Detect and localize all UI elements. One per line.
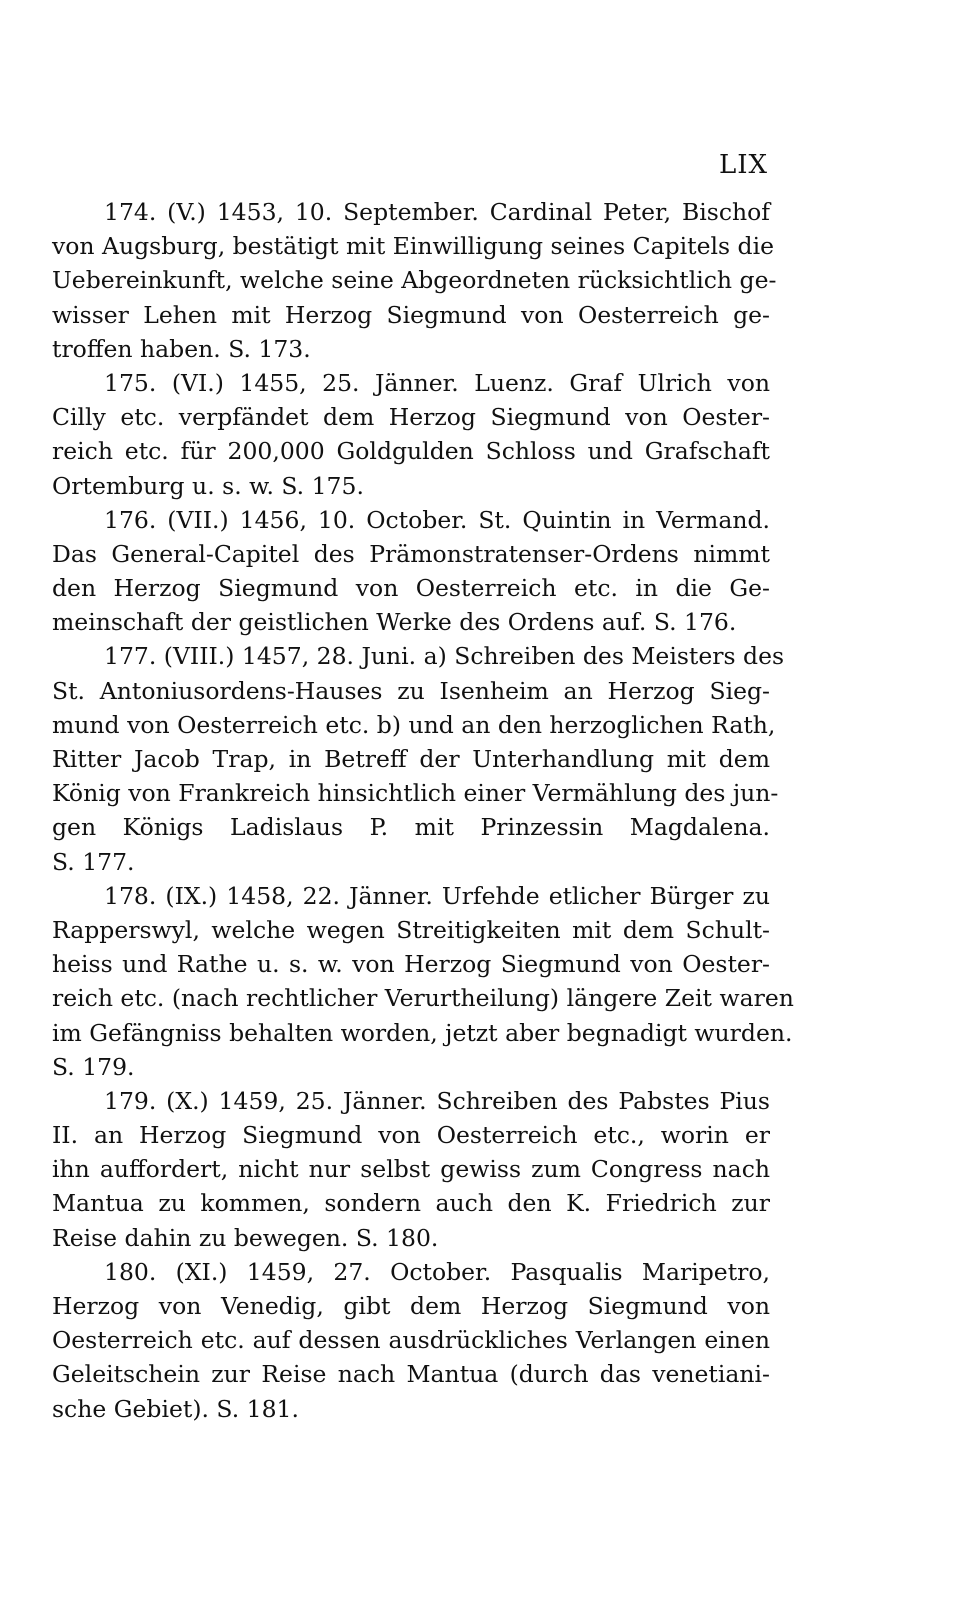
regest-heading-line: 180. (XI.) 1459, 27. October. Pasqualis Maripetro, [104,1257,770,1286]
regest-text-line: den Herzog Siegmund von Oesterreich etc. in die Ge- [52,574,770,603]
page-number: LIX [718,150,768,180]
regest-text-line: Ortemburg u. s. w. S. 175. [52,471,364,500]
regest-text-line: Das General-Capitel des Prämonstratenser-Ordens nimmt [52,539,770,568]
regest-text-line: ihn auffordert, nicht nur selbst gewiss zum Congress nach [52,1155,770,1184]
regest-text-line: Reise dahin zu bewegen. S. 180. [52,1223,439,1252]
regest-entry [52,503,770,640]
regest-text-line: gen Königs Ladislaus P. mit Prinzessin Magdalena. [52,813,770,842]
regest-text-line: wisser Lehen mit Herzog Siegmund von Oesterreich ge- [52,300,770,329]
regest-text-line: Uebereinkunft, welche seine Abgeordneten rücksichtlich ge- [52,266,777,295]
regest-heading-line: 179. (X.) 1459, 25. Jänner. Schreiben des Pabstes Pius [104,1086,770,1115]
regest-entry [52,1084,770,1255]
regest-entry [52,879,794,1084]
regest-text-line: von Augsburg, bestätigt mit Einwilligung seines Capitels die [52,232,775,261]
regest-text-line: Rapperswyl, welche wegen Streitigkeiten mit dem Schult- [52,915,770,944]
regest-text-line: Cilly etc. verpfändet dem Herzog Siegmund von Oester- [52,403,770,432]
regest-text-line: II. an Herzog Siegmund von Oesterreich etc., worin er [52,1121,770,1150]
regest-list [52,195,794,1426]
regest-text-line: König von Frankreich hinsichtlich einer Vermählung des jun- [52,779,779,808]
regest-text-line: Mantua zu kommen, sondern auch den K. Friedrich zur [52,1189,770,1218]
regest-text-line: Geleitschein zur Reise nach Mantua (durch das venetiani- [52,1360,770,1389]
regest-entry [52,195,777,366]
regest-text-line: Herzog von Venedig, gibt dem Herzog Siegmund von [52,1292,770,1320]
regest-entry [52,1255,770,1426]
regest-heading-line: 175. (VI.) 1455, 25. Jänner. Luenz. Graf Ulrich von [104,368,770,397]
regest-entry [52,639,785,878]
regest-text-line: Oesterreich etc. auf dessen ausdrückliches Verlangen einen [52,1326,770,1355]
regest-heading-line: 174. (V.) 1453, 10. September. Cardinal Peter, Bischof [104,198,770,226]
regest-text-line: meinschaft der geistlichen Werke des Ordens auf. S. 176. [52,608,737,637]
regest-text-line: S. 179. [52,1052,135,1081]
regest-text-line: sche Gebiet). S. 181. [52,1394,299,1423]
regest-heading-line: 177. (VIII.) 1457, 28. Juni. a) Schreiben des Meisters des [104,642,785,671]
regest-text-line: troffen haben. S. 173. [52,334,311,363]
regest-text-line: St. Antoniusordens-Hauses zu Isenheim an Herzog Sieg- [52,676,770,705]
regest-heading-line: 176. (VII.) 1456, 10. October. St. Quintin in Vermand. [104,505,770,534]
regest-text-line: mund von Oesterreich etc. b) und an den herzoglichen Rath, [52,710,776,739]
regest-text-line: im Gefängniss behalten worden, jetzt aber begnadigt wurden. [52,1018,793,1047]
regest-text-line: S. 177. [52,847,135,876]
regest-text-line: Ritter Jacob Trap, in Betreff der Unterhandlung mit dem [52,745,770,773]
regest-text-line: heiss und Rathe u. s. w. von Herzog Siegmund von Oester- [52,950,770,979]
regest-heading-line: 178. (IX.) 1458, 22. Jänner. Urfehde etlicher Bürger zu [104,881,770,910]
regest-text-line: reich etc. für 200,000 Goldgulden Schloss und Grafschaft [52,437,770,466]
regest-text-line: reich etc. (nach rechtlicher Verurtheilung) längere Zeit waren [52,984,794,1013]
regest-entry [52,366,770,503]
